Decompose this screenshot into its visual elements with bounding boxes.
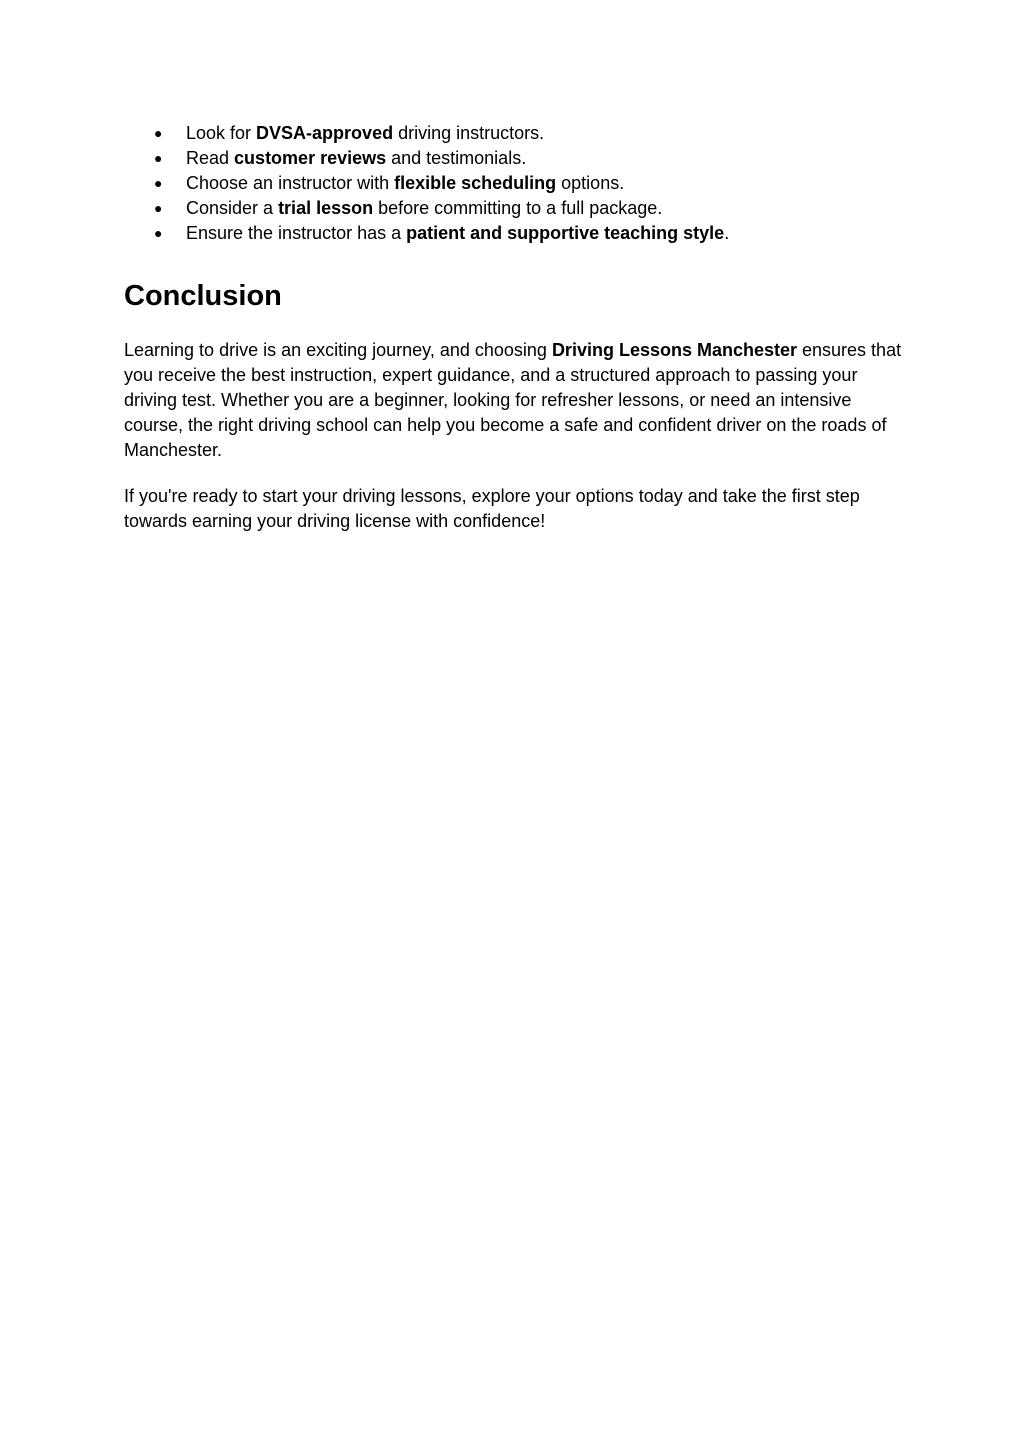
- paragraph-text: ensures that you receive the best instruction, expert guidance, and a structured approach to passing your driving test. Whether you are a beginner, looking for refresher lessons, or need an intensive course, the right driving school can help you become a safe and confident driver on the roads of Manchester.: [124, 340, 902, 460]
- tip-text: and testimonials.: [386, 148, 527, 168]
- bullet-icon: ●: [154, 125, 163, 141]
- conclusion-paragraph: [124, 338, 914, 463]
- tip-text: driving instructors.: [393, 123, 545, 143]
- bullet-icon: ●: [154, 225, 163, 241]
- bullet-icon: ●: [154, 150, 163, 166]
- tip-text: Choose an instructor with: [186, 173, 395, 193]
- bullet-icon: ●: [154, 175, 163, 191]
- list-item: [124, 196, 914, 221]
- call-to-action-paragraph: If you're ready to start your driving lessons, explore your options today and take the first step towards earning your driving license with confidence!: [124, 486, 860, 531]
- tips-list: [124, 121, 914, 246]
- list-item: [124, 221, 914, 246]
- tip-text: options.: [556, 173, 625, 193]
- document-page: [124, 121, 914, 534]
- tip-bold: flexible scheduling: [394, 173, 557, 193]
- paragraph-text: Learning to drive is an exciting journey, and choosing: [124, 340, 552, 360]
- tip-bold: trial lesson: [278, 198, 374, 218]
- tip-text: Ensure the instructor has a: [186, 223, 407, 243]
- paragraph-bold: Driving Lessons Manchester: [551, 340, 798, 360]
- tip-bold: customer reviews: [234, 148, 387, 168]
- bullet-icon: ●: [154, 200, 163, 216]
- tip-bold: DVSA-approved: [256, 123, 394, 143]
- tip-text: Consider a: [186, 198, 279, 218]
- list-item: [124, 121, 914, 146]
- list-item: [124, 171, 914, 196]
- list-item: [124, 146, 914, 171]
- tip-bold: patient and supportive teaching style: [406, 223, 725, 243]
- tip-text: before committing to a full package.: [373, 198, 663, 218]
- tip-text: Look for: [186, 123, 257, 143]
- conclusion-heading: Conclusion: [124, 280, 282, 312]
- tip-text: .: [724, 223, 730, 243]
- tip-text: Read: [186, 148, 235, 168]
